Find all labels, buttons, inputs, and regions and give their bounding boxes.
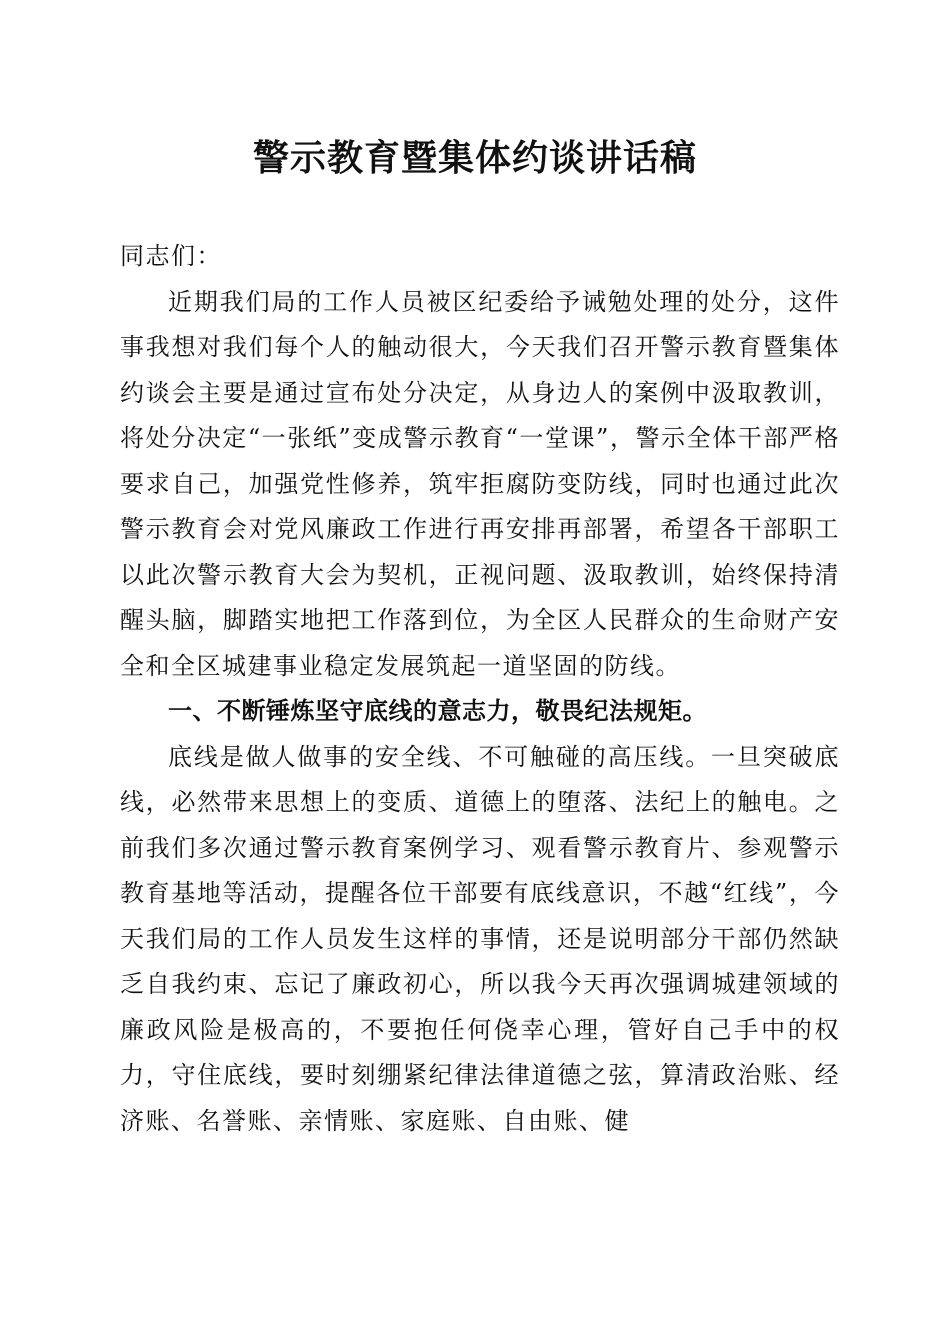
document-body <box>120 234 840 1144</box>
salutation: 同志们： <box>120 242 222 270</box>
document-title: 警示教育暨集体约谈讲话稿 <box>252 138 697 179</box>
intro-paragraph: 近期我们局的工作人员被区纪委给予诫勉处理的处分，这件事我想对我们每个人的触动很大，今天我们召开警示教育暨集体约谈会主要是通过宣布处分决定，从身边人的案例中汲取教训，将处分决定“一张纸”变成警示教育“一堂课”，警示全体干部严格要求自己，加强党性修养，筑牢拒腐防变防线，同时也通过此次警示教育会对党风廉政工作进行再安排再部署，希望各干部职工以此次警示教育大会为契机，正视问题、汲取教训，始终保持清醒头脑，脚踏实地把工作落到位，为全区人民群众的生命财产安全和全区城建事业稳定发展筑起一道坚固的防线。 <box>120 287 840 680</box>
section-1-paragraph: 底线是做人做事的安全线、不可触碰的高压线。一旦突破底线，必然带来思想上的变质、道德上的堕落、法纪上的触电。之前我们多次通过警示教育案例学习、观看警示教育片、参观警示教育基地等活动，提醒各位干部要有底线意识，不越“红线”，今天我们局的工作人员发生这样的事情，还是说明部分干部仍然缺乏自我约束、忘记了廉政初心，所以我今天再次强调城建领域的廉政风险是极高的，不要抱任何侥幸心理，管好自己手中的权力，守住底线，要时刻绷紧纪律法律道德之弦，算清政治账、经济账、名誉账、亲情账、家庭账、自由账、健 <box>120 742 840 1135</box>
section-heading-1: 一、不断锤炼坚守底线的意志力，敬畏纪法规矩。 <box>168 697 707 725</box>
